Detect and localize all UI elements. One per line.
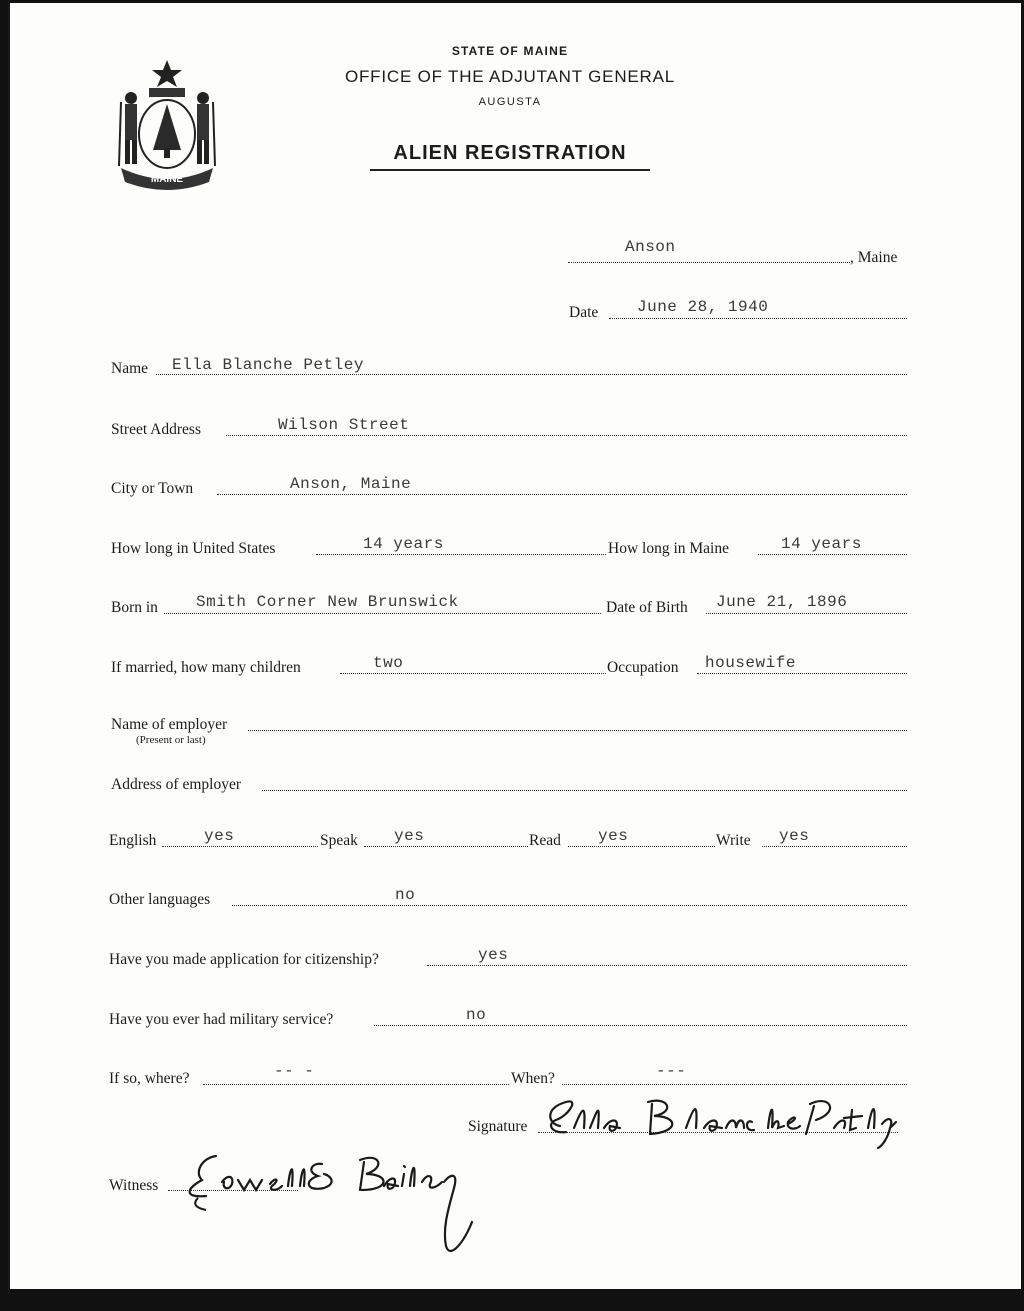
us-years-value: 14 years (363, 535, 444, 553)
occupation-label: Occupation (607, 659, 679, 676)
dob-label: Date of Birth (606, 599, 688, 616)
signature-handwriting (538, 1088, 910, 1150)
read-value: yes (598, 827, 629, 845)
military-line (374, 1025, 907, 1026)
read-line (568, 846, 715, 847)
when-label: When? (511, 1070, 555, 1087)
street-value: Wilson Street (278, 416, 410, 434)
write-label: Write (716, 832, 751, 849)
employer-sublabel: (Present or last) (136, 734, 206, 746)
children-value: two (373, 654, 404, 672)
me-years-value: 14 years (781, 535, 862, 553)
citizenship-value: yes (478, 946, 509, 964)
write-value: yes (779, 827, 810, 845)
employer-address-label: Address of employer (111, 776, 241, 793)
city-line (217, 494, 907, 495)
born-line (164, 613, 601, 614)
other-lang-value: no (395, 886, 416, 904)
name-label: Name (111, 360, 149, 377)
us-years-label: How long in United States (111, 540, 276, 557)
city-label: City or Town (111, 480, 194, 497)
occupation-value: housewife (705, 654, 796, 672)
name-value: Ella Blanche Petley (172, 356, 364, 374)
read-label: Read (529, 832, 561, 849)
header-office: OFFICE OF THE ADJUTANT GENERAL (344, 67, 676, 86)
dob-value: June 21, 1896 (716, 593, 848, 611)
when-value: --- (656, 1062, 687, 1080)
city-value: Anson, Maine (290, 475, 412, 493)
employer-line (248, 730, 907, 731)
other-lang-line (232, 905, 907, 906)
english-line (162, 846, 318, 847)
seal-text: MAINE (150, 174, 184, 185)
when-line (562, 1084, 907, 1085)
speak-label: Speak (320, 832, 358, 849)
title-underline (370, 169, 650, 171)
town-line (568, 262, 850, 263)
military-value: no (466, 1006, 487, 1024)
date-value: June 28, 1940 (637, 298, 769, 316)
citizenship-line (427, 965, 907, 966)
state-seal-icon (113, 58, 221, 190)
name-line (156, 374, 907, 375)
employer-label: Name of employer (111, 716, 228, 733)
where-label: If so, where? (109, 1070, 190, 1087)
children-label: If married, how many children (111, 659, 301, 676)
header-city: AUGUSTA (478, 96, 542, 108)
us-years-line (316, 554, 606, 555)
english-label: English (109, 832, 157, 849)
born-label: Born in (111, 599, 158, 616)
header-state: STATE OF MAINE (451, 44, 569, 58)
other-lang-label: Other languages (109, 891, 211, 908)
street-label: Street Address (111, 421, 201, 438)
signature-label: Signature (468, 1118, 528, 1135)
born-value: Smith Corner New Brunswick (196, 593, 459, 611)
date-line (609, 318, 907, 319)
date-label: Date (569, 304, 599, 321)
children-line (340, 673, 606, 674)
write-line (762, 846, 907, 847)
employer-address-line (262, 790, 907, 791)
witness-label: Witness (109, 1177, 159, 1194)
dob-line (706, 613, 907, 614)
citizenship-label: Have you made application for citizenship? (109, 951, 379, 968)
form-title: ALIEN REGISTRATION (393, 142, 627, 164)
state-label: , Maine (850, 249, 898, 266)
speak-line (364, 846, 528, 847)
street-line (226, 435, 907, 436)
witness-handwriting (172, 1142, 512, 1270)
occupation-line (697, 673, 907, 674)
town-value: Anson (625, 238, 676, 256)
me-years-label: How long in Maine (608, 540, 729, 557)
where-value: -- - (274, 1062, 315, 1080)
me-years-line (758, 554, 907, 555)
where-line (203, 1084, 509, 1085)
speak-value: yes (394, 827, 425, 845)
english-value: yes (204, 827, 235, 845)
military-label: Have you ever had military service? (109, 1011, 334, 1028)
